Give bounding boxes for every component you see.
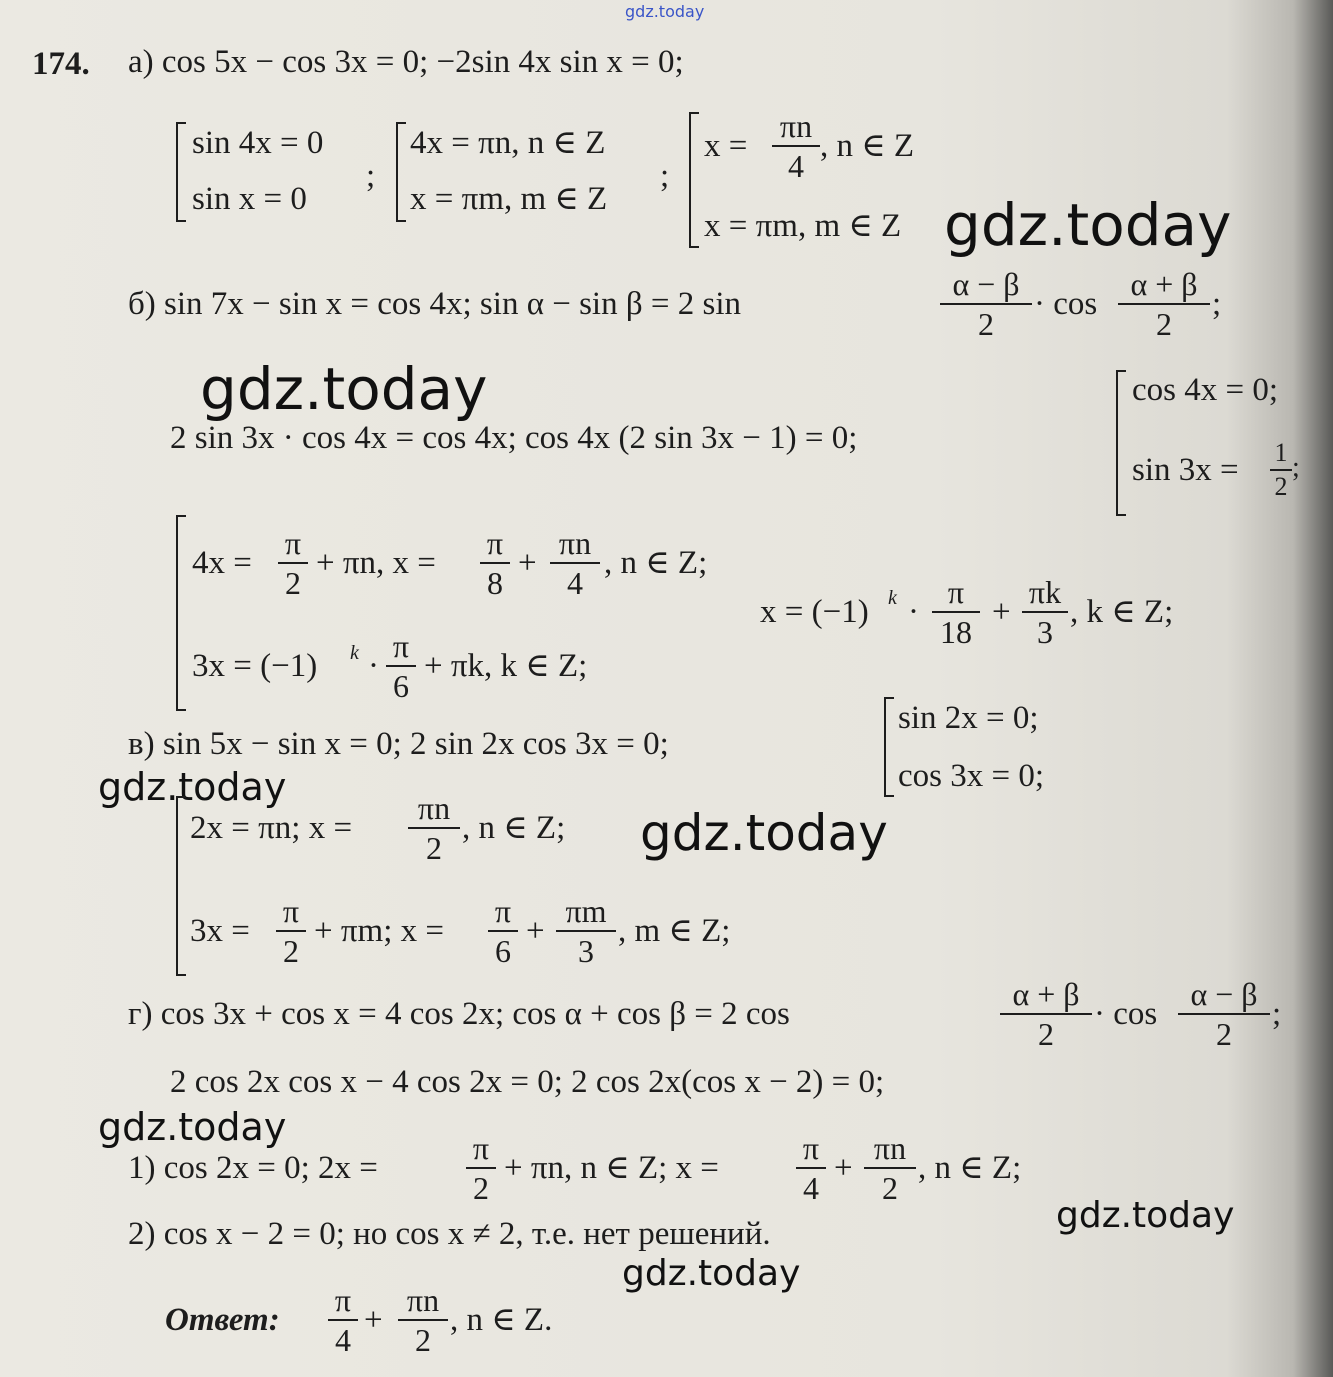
fraction: [1022, 576, 1068, 648]
operator: · cos: [1034, 286, 1098, 322]
system-bracket: [884, 697, 894, 797]
fraction: [864, 1132, 916, 1204]
watermark: gdz.today: [98, 765, 287, 809]
fraction: [398, 1284, 448, 1356]
text: ·: [368, 648, 379, 684]
part-v-sys-bottom: cos 3x = 0;: [898, 758, 1045, 794]
text: ·: [908, 594, 919, 630]
part-b-sys-bottom-prefix: sin 3x =: [1132, 452, 1239, 488]
text: + πk, k ∈ Z;: [424, 648, 588, 684]
answer-label: Ответ:: [165, 1302, 280, 1338]
fraction-denominator: 8: [487, 565, 503, 601]
part-b-line2: 2 sin 3x · cos 4x = cos 4x; cos 4x (2 sin 3x − 1) = 0;: [170, 420, 858, 456]
text: , n ∈ Z;: [918, 1150, 1022, 1186]
part-a-sys1-top: sin 4x = 0: [192, 125, 324, 161]
system-bracket: [176, 515, 186, 711]
text: + πn, n ∈ Z; x =: [504, 1150, 719, 1186]
fraction-numerator: πk: [1028, 574, 1062, 610]
fraction-denominator: 2: [1038, 1016, 1054, 1052]
system-bracket: [689, 112, 699, 248]
fraction: [550, 527, 600, 599]
fraction-numerator: α + β: [1130, 266, 1198, 302]
problem-number: 174.: [32, 46, 90, 82]
watermark: gdz.today: [640, 804, 888, 862]
fraction: [772, 110, 820, 182]
fraction-denominator: 2: [283, 933, 299, 969]
fraction: [796, 1132, 826, 1204]
fraction-numerator: πn: [558, 525, 592, 561]
watermark: gdz.today: [944, 191, 1232, 259]
text: 3x =: [190, 913, 250, 949]
fraction-numerator: π: [947, 574, 965, 610]
text: + πn, x =: [316, 545, 436, 581]
fraction-numerator: πm: [565, 893, 607, 929]
fraction-numerator: α + β: [1012, 976, 1080, 1012]
fraction: [328, 1284, 358, 1356]
fraction-numerator: π: [392, 628, 410, 664]
text: , m ∈ Z;: [618, 913, 731, 949]
watermark: gdz.today: [622, 1253, 801, 1294]
fraction-denominator: 3: [578, 933, 594, 969]
text: 2x = πn; x =: [190, 810, 353, 846]
fraction-numerator: 1: [1274, 438, 1288, 467]
fraction-denominator: 4: [567, 565, 583, 601]
system-bracket: [396, 122, 406, 222]
fraction-denominator: 2: [473, 1170, 489, 1206]
fraction: [932, 576, 980, 648]
watermark: gdz.today: [1056, 1195, 1235, 1236]
fraction-numerator: π: [282, 893, 300, 929]
superscript: k: [888, 587, 897, 609]
fraction-numerator: π: [486, 525, 504, 561]
fraction-denominator: 4: [803, 1170, 819, 1206]
part-g-line2: 2 cos 2x cos x − 4 cos 2x = 0; 2 cos 2x(cos x − 2) = 0;: [170, 1064, 885, 1100]
fraction-denominator: 3: [1037, 614, 1053, 650]
fraction: [480, 527, 510, 599]
fraction-denominator: 6: [393, 668, 409, 704]
fraction-denominator: 18: [940, 614, 972, 650]
part-g-case2: 2) cos x − 2 = 0; но cos x ≠ 2, т.е. нет решений.: [128, 1216, 771, 1252]
system-bracket: [176, 122, 186, 222]
fraction: [556, 895, 616, 967]
fraction-denominator: 2: [1216, 1016, 1232, 1052]
watermark: gdz.today: [98, 1105, 287, 1149]
fraction-numerator: α − β: [1190, 976, 1258, 1012]
separator: ;: [1272, 996, 1282, 1032]
part-v-sys-top: sin 2x = 0;: [898, 700, 1039, 736]
fraction-denominator: 2: [426, 830, 442, 866]
fraction-denominator: 2: [1156, 306, 1172, 342]
separator: ;: [1212, 286, 1222, 322]
fraction-denominator: 6: [495, 933, 511, 969]
text: +: [834, 1150, 853, 1186]
text: +: [992, 594, 1011, 630]
fraction-denominator: 4: [335, 1322, 351, 1358]
fraction-numerator: π: [494, 893, 512, 929]
fraction-numerator: π: [802, 1130, 820, 1166]
part-a-sys3-bottom: x = πm, m ∈ Z: [704, 208, 902, 244]
part-a-line1: а) cos 5x − cos 3x = 0; −2sin 4x sin x = 0;: [128, 44, 684, 80]
fraction-denominator: 2: [882, 1170, 898, 1206]
separator: ;: [366, 158, 376, 194]
fraction-numerator: πn: [406, 1282, 440, 1318]
separator: ;: [1292, 452, 1300, 483]
fraction-numerator: α − β: [952, 266, 1020, 302]
fraction-denominator: 4: [788, 148, 804, 184]
part-a-sys2-top: 4x = πn, n ∈ Z: [410, 125, 606, 161]
text: , n ∈ Z.: [450, 1302, 553, 1338]
fraction: [1000, 978, 1092, 1050]
text: x = (−1): [760, 594, 869, 630]
fraction: [1118, 268, 1210, 340]
text: +: [518, 545, 537, 581]
fraction-numerator: πn: [873, 1130, 907, 1166]
part-a-sys2-bottom: x = πm, m ∈ Z: [410, 181, 608, 217]
text: , k ∈ Z;: [1070, 594, 1174, 630]
superscript: k: [350, 642, 359, 664]
text: 3x = (−1): [192, 648, 318, 684]
part-b-sys-top: cos 4x = 0;: [1132, 372, 1279, 408]
fraction: [940, 268, 1032, 340]
fraction-denominator: 2: [978, 306, 994, 342]
fraction-numerator: πn: [417, 790, 451, 826]
part-a-sys1-bottom: sin x = 0: [192, 181, 307, 217]
fraction: [276, 895, 306, 967]
system-bracket: [1116, 370, 1126, 516]
part-v-line1: в) sin 5x − sin x = 0; 2 sin 2x cos 3x = 0;: [128, 726, 669, 762]
fraction: [1270, 440, 1292, 500]
fraction: [278, 527, 308, 599]
watermark: gdz.today: [200, 355, 488, 423]
part-a-sys3-top-suffix: , n ∈ Z: [820, 128, 915, 164]
fraction: [408, 792, 460, 864]
part-g-line1: г) cos 3x + cos x = 4 cos 2x; cos α + cos β = 2 cos: [128, 996, 790, 1032]
part-b-line1: б) sin 7x − sin x = cos 4x; sin α − sin β = 2 sin: [128, 286, 742, 322]
operator: · cos: [1094, 996, 1158, 1032]
fraction-numerator: πn: [779, 108, 813, 144]
text: , n ∈ Z;: [462, 810, 566, 846]
fraction-numerator: π: [472, 1130, 490, 1166]
system-bracket: [176, 796, 186, 976]
fraction-denominator: 2: [285, 565, 301, 601]
fraction: [1178, 978, 1270, 1050]
text: +: [526, 913, 545, 949]
fraction: [386, 630, 416, 702]
fraction-numerator: π: [334, 1282, 352, 1318]
fraction-denominator: 2: [415, 1322, 431, 1358]
watermark: gdz.today: [625, 2, 705, 21]
separator: ;: [660, 158, 670, 194]
text: 1) cos 2x = 0; 2x =: [128, 1150, 378, 1186]
part-a-sys3-top-prefix: x =: [704, 128, 748, 164]
fraction: [466, 1132, 496, 1204]
text: + πm; x =: [314, 913, 444, 949]
fraction-numerator: π: [284, 525, 302, 561]
fraction: [488, 895, 518, 967]
fraction-denominator: 2: [1274, 472, 1288, 501]
text: , n ∈ Z;: [604, 545, 708, 581]
text: 4x =: [192, 545, 252, 581]
text: +: [364, 1302, 383, 1338]
